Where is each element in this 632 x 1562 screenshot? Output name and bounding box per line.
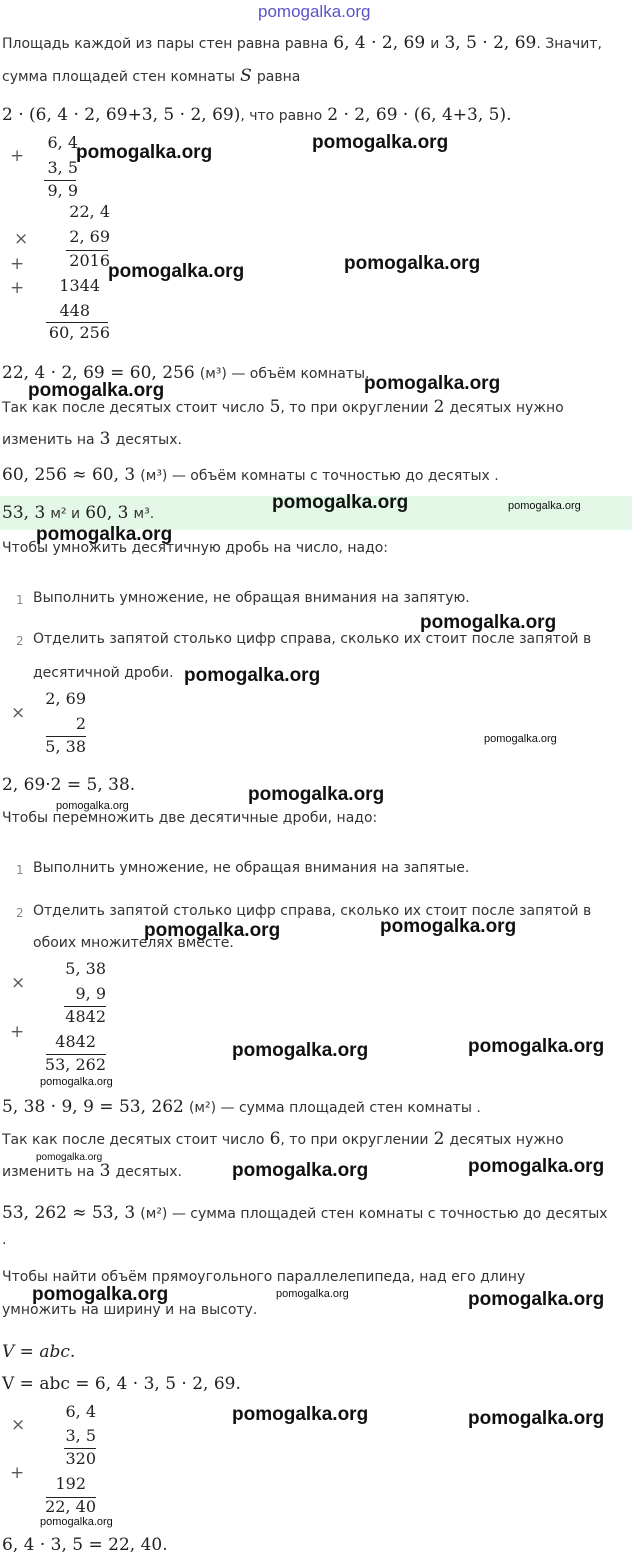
list-item: Выполнить умножение, не обращая внимания на запятую. xyxy=(33,590,470,606)
answer-line xyxy=(2,503,154,523)
column-result: 22, 40 xyxy=(45,1497,96,1516)
watermark[interactable]: pomogalka.org xyxy=(468,1289,605,1310)
text: десятых. xyxy=(115,1164,182,1180)
paragraph-wall-area-2 xyxy=(2,66,300,86)
text: Площадь каждой из пары стен равна равна xyxy=(2,36,329,52)
column-result: 5, 38 xyxy=(45,737,86,756)
watermark[interactable]: pomogalka.org xyxy=(232,1160,369,1181)
list-item: обоих множителях вместе. xyxy=(33,935,234,951)
watermark[interactable]: pomogalka.org xyxy=(420,612,557,633)
list-item: Отделить запятой столько цифр справа, сколько их стоит после запятой в xyxy=(33,903,592,919)
watermark[interactable]: pomogalka.org xyxy=(508,500,581,512)
column-result: 60, 256 xyxy=(48,323,110,342)
math-num: 3 xyxy=(99,1161,111,1181)
rounding-text-2 xyxy=(2,429,182,449)
math-num: 6 xyxy=(269,1129,281,1149)
math-expr: 53, 262 ≈ 53, 3 xyxy=(2,1203,136,1223)
math-var: S xyxy=(240,66,252,86)
column-number: 2, 69 xyxy=(69,227,110,246)
column-number: 192 xyxy=(55,1474,86,1493)
rule-intro: Чтобы умножить десятичную дробь на число, надо: xyxy=(2,540,389,556)
list-number: 2 xyxy=(16,634,24,648)
text: десятых нужно xyxy=(449,400,564,416)
plus-sign: + xyxy=(10,146,25,166)
result-line: 2, 69·2 = 5, 38. xyxy=(2,775,136,795)
text: (м²) — сумма площадей стен комнаты с точностью до десятых xyxy=(140,1206,608,1222)
watermark[interactable]: pomogalka.org xyxy=(248,784,385,805)
watermark[interactable]: pomogalka.org xyxy=(144,920,281,941)
math-num: 5 xyxy=(269,397,281,417)
watermark[interactable]: pomogalka.org xyxy=(108,261,245,282)
approx-area xyxy=(2,1203,608,1223)
text: изменить на xyxy=(2,1164,95,1180)
watermark[interactable]: pomogalka.org xyxy=(468,1036,605,1057)
rounding-text xyxy=(2,1129,564,1149)
formula: V = abc = 6, 4 · 3, 5 · 2, 69. xyxy=(2,1374,241,1394)
text: м³. xyxy=(133,506,155,522)
column-number: 6, 4 xyxy=(65,1402,96,1421)
top-watermark[interactable]: pomogalka.org xyxy=(258,2,371,21)
watermark[interactable]: pomogalka.org xyxy=(32,1284,169,1305)
watermark[interactable]: pomogalka.org xyxy=(40,1516,113,1528)
watermark[interactable]: pomogalka.org xyxy=(36,1152,103,1163)
list-number: 2 xyxy=(16,906,24,920)
watermark[interactable]: pomogalka.org xyxy=(40,1076,113,1088)
math-expr: 3, 5 · 2, 69 xyxy=(444,33,537,53)
approx-volume xyxy=(2,465,499,485)
math-expr: 5, 38 · 9, 9 = 53, 262 xyxy=(2,1097,184,1117)
watermark[interactable]: pomogalka.org xyxy=(468,1408,605,1429)
math-expr: 53, 3 xyxy=(2,503,46,523)
column-number: 5, 38 xyxy=(65,959,106,978)
math-expr: 2 · 2, 69 · (6, 4+3, 5). xyxy=(327,105,512,125)
column-number: 2016 xyxy=(69,251,110,270)
text: Так как после десятых стоит число xyxy=(2,400,265,416)
watermark[interactable]: pomogalka.org xyxy=(344,253,481,274)
list-item: Отделить запятой столько цифр справа, сколько их стоит после запятой в xyxy=(33,631,592,647)
column-number: 3, 5 xyxy=(65,1426,96,1445)
text: изменить на xyxy=(2,432,95,448)
result-line: 6, 4 · 3, 5 = 22, 40. xyxy=(2,1535,168,1555)
column-number: 1344 xyxy=(59,276,100,295)
times-sign: × xyxy=(14,229,29,249)
column-number: 6, 4 xyxy=(47,133,78,152)
watermark[interactable]: pomogalka.org xyxy=(36,524,173,545)
text: . Значит, xyxy=(536,36,602,52)
plus-sign: + xyxy=(10,278,25,298)
list-item: Выполнить умножение, не обращая внимания на запятые. xyxy=(33,860,470,876)
text: десятых. xyxy=(115,432,182,448)
times-sign: × xyxy=(11,703,26,723)
plus-sign: + xyxy=(10,1022,25,1042)
math-expr: 60, 256 ≈ 60, 3 xyxy=(2,465,136,485)
volume-rule: Чтобы найти объём прямоугольного параллелепипеда, над его длину xyxy=(2,1269,526,1285)
rule-intro: Чтобы перемножить две десятичные дроби, надо: xyxy=(2,810,378,826)
watermark[interactable]: pomogalka.org xyxy=(76,142,213,163)
text: и xyxy=(430,36,440,52)
text: м² и xyxy=(50,506,81,522)
watermark[interactable]: pomogalka.org xyxy=(184,665,321,686)
times-sign: × xyxy=(11,1415,26,1435)
paragraph-wall-area xyxy=(2,33,602,53)
list-number: 1 xyxy=(16,593,24,607)
formula: V = abc. xyxy=(2,1342,76,1362)
text: , что равно xyxy=(240,108,323,124)
result-area xyxy=(2,1097,481,1117)
column-number: 320 xyxy=(65,1449,96,1468)
watermark[interactable]: pomogalka.org xyxy=(276,1288,349,1300)
volume-rule-2: умножить на ширину и на высоту. xyxy=(2,1302,258,1318)
column-number: 22, 4 xyxy=(69,202,110,221)
math-num: 2 xyxy=(433,397,445,417)
text: (м³) — объём комнаты. xyxy=(199,366,370,382)
text: , то при округлении xyxy=(280,1132,429,1148)
watermark[interactable]: pomogalka.org xyxy=(28,380,165,401)
column-number: 448 xyxy=(59,301,90,320)
text: сумма площадей стен комнаты xyxy=(2,69,236,85)
watermark[interactable]: pomogalka.org xyxy=(468,1156,605,1177)
math-expr: 6, 4 · 2, 69 xyxy=(333,33,426,53)
text: (м²) — сумма площадей стен комнаты . xyxy=(188,1100,481,1116)
text: десятых нужно xyxy=(449,1132,564,1148)
column-number: 9, 9 xyxy=(75,984,106,1003)
list-item: десятичной дроби. xyxy=(33,665,174,681)
math-num: 3 xyxy=(99,429,111,449)
column-number: 2, 69 xyxy=(45,689,86,708)
times-sign: × xyxy=(11,973,26,993)
watermark[interactable]: pomogalka.org xyxy=(484,733,557,745)
watermark[interactable]: pomogalka.org xyxy=(272,492,409,513)
watermark[interactable]: pomogalka.org xyxy=(232,1404,369,1425)
math-expr: 22, 4 · 2, 69 = 60, 256 xyxy=(2,363,195,383)
watermark[interactable]: pomogalka.org xyxy=(56,800,129,812)
watermark[interactable]: pomogalka.org xyxy=(232,1040,369,1061)
watermark[interactable]: pomogalka.org xyxy=(364,373,501,394)
column-number: 4842 xyxy=(55,1032,96,1051)
text: , то при округлении xyxy=(280,400,429,416)
math-num: 2 xyxy=(433,1129,445,1149)
column-number: 3, 5 xyxy=(47,158,78,177)
text: (м³) — объём комнаты с точностью до десятых . xyxy=(140,468,499,484)
column-result: 53, 262 xyxy=(44,1055,106,1074)
plus-sign: + xyxy=(10,1463,25,1483)
approx-dot: . xyxy=(2,1232,7,1248)
watermark[interactable]: pomogalka.org xyxy=(380,916,517,937)
rounding-text-2 xyxy=(2,1161,182,1181)
math-expr: 2 · (6, 4 · 2, 69+3, 5 · 2, 69) xyxy=(2,105,241,125)
plus-sign: + xyxy=(10,254,25,274)
text: равна xyxy=(256,69,301,85)
column-number: 4842 xyxy=(65,1007,106,1026)
paragraph-expr xyxy=(2,105,512,125)
column-result: 9, 9 xyxy=(47,181,78,200)
column-number: 2 xyxy=(75,714,86,733)
math-expr: 60, 3 xyxy=(85,503,129,523)
watermark[interactable]: pomogalka.org xyxy=(312,132,449,153)
list-number: 1 xyxy=(16,863,24,877)
text: Так как после десятых стоит число xyxy=(2,1132,265,1148)
